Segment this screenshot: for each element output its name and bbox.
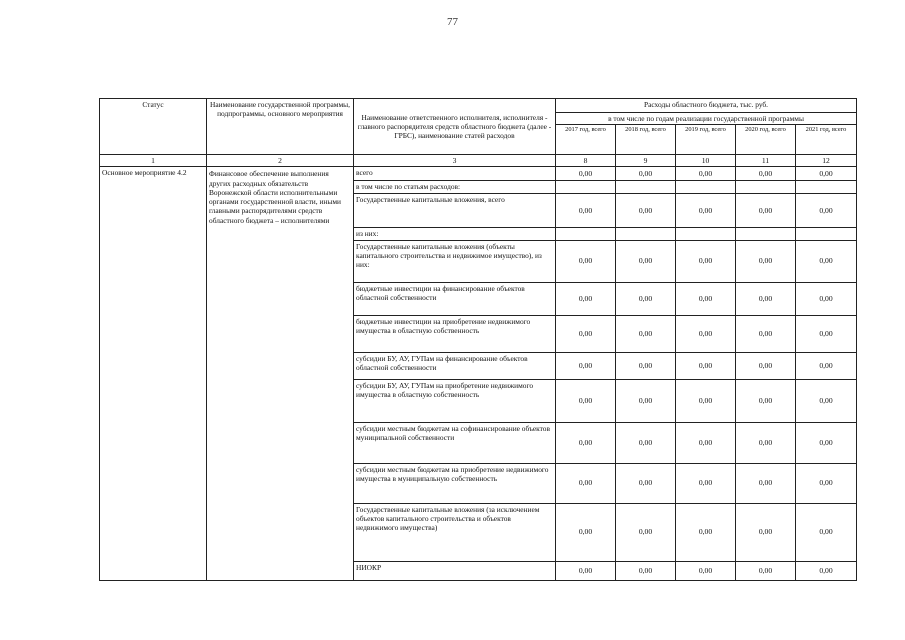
header-by-years: в том числе по годам реализации государственной программы [556, 113, 857, 125]
value-cell: 0,00 [616, 282, 676, 315]
value-cell: 0,00 [796, 167, 857, 181]
value-cell: 0,00 [676, 379, 736, 422]
value-cell: 0,00 [556, 282, 616, 315]
value-cell: 0,00 [616, 561, 676, 580]
value-cell: 0,00 [676, 240, 736, 282]
value-cell: 0,00 [676, 561, 736, 580]
value-cell: 0,00 [736, 561, 796, 580]
header-year-2021: 2021 год, всего [796, 125, 857, 155]
value-cell [796, 181, 857, 194]
column-number: 12 [796, 155, 857, 167]
value-cell: 0,00 [556, 240, 616, 282]
row-label: субсидии местным бюджетам на приобретение недвижимого имущества в муниципальную собственность [354, 463, 556, 503]
value-cell: 0,00 [796, 352, 857, 379]
header-expenses: Расходы областного бюджета, тыс. руб. [556, 99, 857, 113]
value-cell: 0,00 [796, 561, 857, 580]
value-cell: 0,00 [736, 282, 796, 315]
value-cell: 0,00 [556, 422, 616, 463]
header-year-2017: 2017 год, всего [556, 125, 616, 155]
value-cell [676, 181, 736, 194]
value-cell: 0,00 [616, 167, 676, 181]
row-label: из них: [354, 228, 556, 240]
column-number: 8 [556, 155, 616, 167]
value-cell: 0,00 [736, 240, 796, 282]
value-cell: 0,00 [616, 379, 676, 422]
value-cell: 0,00 [796, 315, 857, 352]
value-cell: 0,00 [796, 503, 857, 561]
row-label: НИОКР [354, 561, 556, 580]
value-cell: 0,00 [796, 194, 857, 228]
header-program: Наименование государственной программы, подпрограммы, основного мероприятия [207, 99, 354, 155]
value-cell: 0,00 [736, 503, 796, 561]
value-cell: 0,00 [736, 379, 796, 422]
value-cell: 0,00 [616, 463, 676, 503]
value-cell: 0,00 [676, 503, 736, 561]
value-cell: 0,00 [796, 463, 857, 503]
value-cell [616, 181, 676, 194]
row-label: субсидии БУ, АУ, ГУПам на финансирование объектов областной собственности [354, 352, 556, 379]
value-cell: 0,00 [616, 194, 676, 228]
value-cell: 0,00 [736, 315, 796, 352]
value-cell [616, 228, 676, 240]
row-label: Государственные капитальные вложения (объекты капитального строительства и недвижимое имущество), из них: [354, 240, 556, 282]
value-cell [796, 228, 857, 240]
value-cell: 0,00 [796, 379, 857, 422]
value-cell: 0,00 [676, 282, 736, 315]
status-cell: Основное мероприятие 4.2 [100, 167, 207, 580]
value-cell: 0,00 [676, 315, 736, 352]
value-cell: 0,00 [616, 315, 676, 352]
column-number: 2 [207, 155, 354, 167]
header-year-2018: 2018 год, всего [616, 125, 676, 155]
page-number: 77 [447, 16, 458, 28]
row-label: Государственные капитальные вложения, всего [354, 194, 556, 228]
value-cell: 0,00 [676, 352, 736, 379]
table-row [100, 167, 857, 181]
budget-table [99, 98, 857, 581]
value-cell [736, 181, 796, 194]
row-label: в том числе по статьям расходов: [354, 181, 556, 194]
value-cell: 0,00 [556, 315, 616, 352]
value-cell: 0,00 [556, 503, 616, 561]
value-cell [556, 228, 616, 240]
value-cell: 0,00 [556, 352, 616, 379]
value-cell: 0,00 [736, 422, 796, 463]
value-cell: 0,00 [556, 379, 616, 422]
value-cell: 0,00 [676, 194, 736, 228]
value-cell: 0,00 [616, 422, 676, 463]
header-year-2020: 2020 год, всего [736, 125, 796, 155]
header-executor: Наименование ответственного исполнителя, исполнителя - главного распорядителя средств областного бюджета (далее - ГРБС), наименование статей расходов [354, 99, 556, 155]
row-label: субсидии БУ, АУ, ГУПам на приобретение недвижимого имущества в областную собственность [354, 379, 556, 422]
value-cell: 0,00 [556, 561, 616, 580]
value-cell [676, 228, 736, 240]
value-cell: 0,00 [616, 240, 676, 282]
column-number: 11 [736, 155, 796, 167]
column-number: 9 [616, 155, 676, 167]
value-cell: 0,00 [796, 240, 857, 282]
header-year-2019: 2019 год, всего [676, 125, 736, 155]
value-cell [556, 181, 616, 194]
value-cell: 0,00 [676, 422, 736, 463]
value-cell: 0,00 [736, 167, 796, 181]
column-number: 3 [354, 155, 556, 167]
row-label: субсидии местным бюджетам на софинансирование объектов муниципальной собственности [354, 422, 556, 463]
value-cell: 0,00 [556, 463, 616, 503]
value-cell: 0,00 [616, 352, 676, 379]
value-cell: 0,00 [796, 282, 857, 315]
program-cell: Финансовое обеспечение выполнения других расходных обязательств Воронежской области исполнительными органами государственной власти, иными главными распорядителями средств областного бюджета – исполнителями [207, 167, 354, 580]
value-cell: 0,00 [676, 167, 736, 181]
value-cell: 0,00 [676, 463, 736, 503]
value-cell: 0,00 [556, 194, 616, 228]
value-cell: 0,00 [736, 463, 796, 503]
row-label: бюджетные инвестиции на финансирование объектов областной собственности [354, 282, 556, 315]
value-cell: 0,00 [796, 422, 857, 463]
value-cell: 0,00 [556, 167, 616, 181]
row-label: всего [354, 167, 556, 181]
column-number: 10 [676, 155, 736, 167]
column-number: 1 [100, 155, 207, 167]
value-cell [736, 228, 796, 240]
value-cell: 0,00 [616, 503, 676, 561]
header-status: Статус [100, 99, 207, 155]
value-cell: 0,00 [736, 352, 796, 379]
value-cell: 0,00 [736, 194, 796, 228]
row-label: бюджетные инвестиции на приобретение недвижимого имущества в областную собственность [354, 315, 556, 352]
row-label: Государственные капитальные вложения (за исключением объектов капитального строительства и объектов недвижимого имущества) [354, 503, 556, 561]
